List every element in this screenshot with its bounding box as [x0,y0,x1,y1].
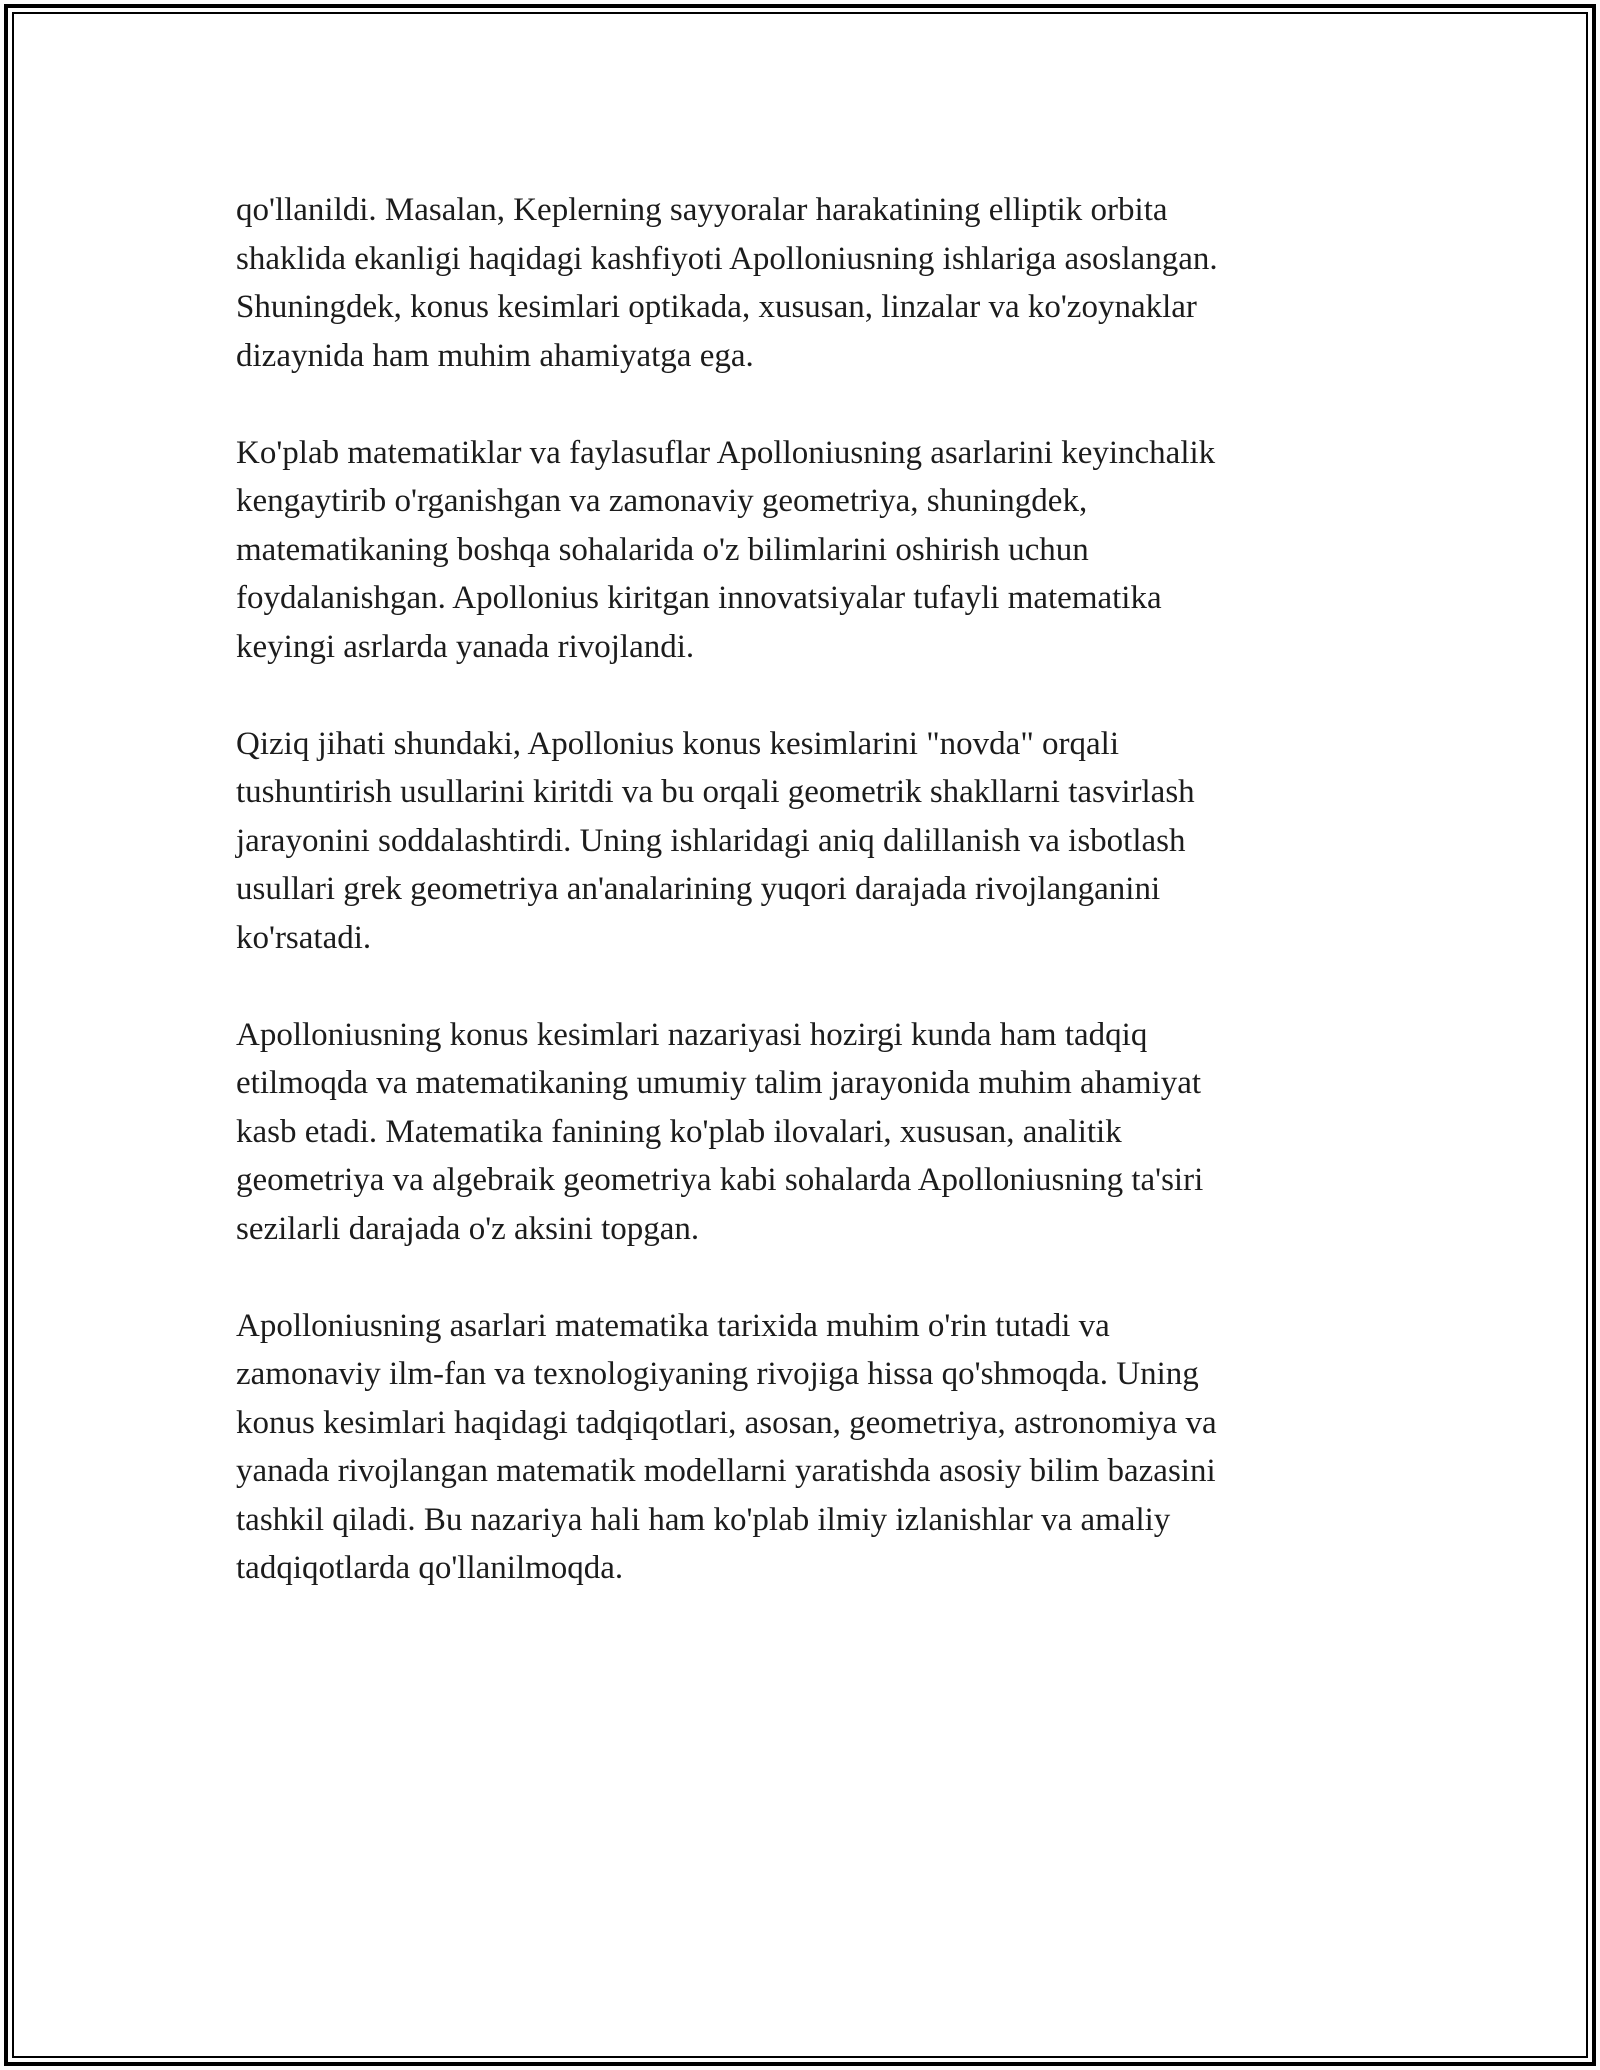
text-line: matematikaning boshqa sohalarida o'z bilimlarini oshirish uchun [236,531,1089,568]
text-line: sezilarli darajada o'z aksini topgan. [236,1210,700,1247]
text-line: qo'llanildi. Masalan, Keplerning sayyoralar harakatining elliptik orbita [236,192,1168,228]
text-line: tashkil qiladi. Bu nazariya hali ham ko'plab ilmiy izlanishlar va amaliy [236,1501,1171,1538]
text-line: foydalanishgan. Apollonius kiritgan innovatsiyalar tufayli matematika [236,580,1162,616]
paragraph-4 [236,1011,1366,1254]
text-line: zamonaviy ilm-fan va texnologiyaning rivojiga hissa qo'shmoqda. Uning [236,1356,1199,1392]
text-line: keyingi asrlarda yanada rivojlandi. [236,628,695,665]
text-line: Qiziq jihati shundaki, Apollonius konus kesimlarini "novda" orqali [236,725,1120,762]
paragraph-3 [236,720,1366,963]
text-line: shaklida ekanligi haqidagi kashfiyoti Apolloniusning ishlariga asoslangan. [236,240,1218,277]
text-line: Ko'plab matematiklar va faylasuflar Apolloniusning asarlarini keyinchalik [236,434,1216,471]
text-line: usullari grek geometriya an'analarining yuqori darajada rivojlanganini [236,871,1161,907]
text-line: dizaynida ham muhim ahamiyatga ega. [236,337,754,374]
paragraph-5 [236,1302,1366,1593]
text-line: Shuningdek, konus kesimlari optikada, xususan, linzalar va ko'zoynaklar [236,289,1197,325]
document-body [236,186,1366,1593]
text-line: etilmoqda va matematikaning umumiy talim jarayonida muhim ahamiyat [236,1065,1202,1101]
text-line: ko'rsatadi. [236,919,372,956]
text-line: jarayonini soddalashtirdi. Uning ishlaridagi aniq dalillanish va isbotlash [236,822,1186,859]
text-line: konus kesimlari haqidagi tadqiqotlari, asosan, geometriya, astronomiya va [236,1404,1217,1441]
paragraph-1 [236,186,1366,380]
text-line: geometriya va algebraik geometriya kabi sohalarda Apolloniusning ta'siri [236,1162,1204,1198]
text-line: kasb etadi. Matematika fanining ko'plab ilovalari, xususan, analitik [236,1113,1122,1150]
text-line: tushuntirish usullarini kiritdi va bu orqali geometrik shakllarni tasvirlash [236,774,1195,810]
paragraph-2 [236,429,1366,672]
text-line: kengaytirib o'rganishgan va zamonaviy geometriya, shuningdek, [236,483,1088,519]
text-line: Apolloniusning konus kesimlari nazariyasi hozirgi kunda ham tadqiq [236,1016,1148,1053]
text-line: tadqiqotlarda qo'llanilmoqda. [236,1550,624,1586]
text-line: Apolloniusning asarlari matematika tarixida muhim o'rin tutadi va [236,1307,1110,1344]
text-line: yanada rivojlangan matematik modellarni yaratishda asosiy bilim bazasini [236,1453,1216,1489]
